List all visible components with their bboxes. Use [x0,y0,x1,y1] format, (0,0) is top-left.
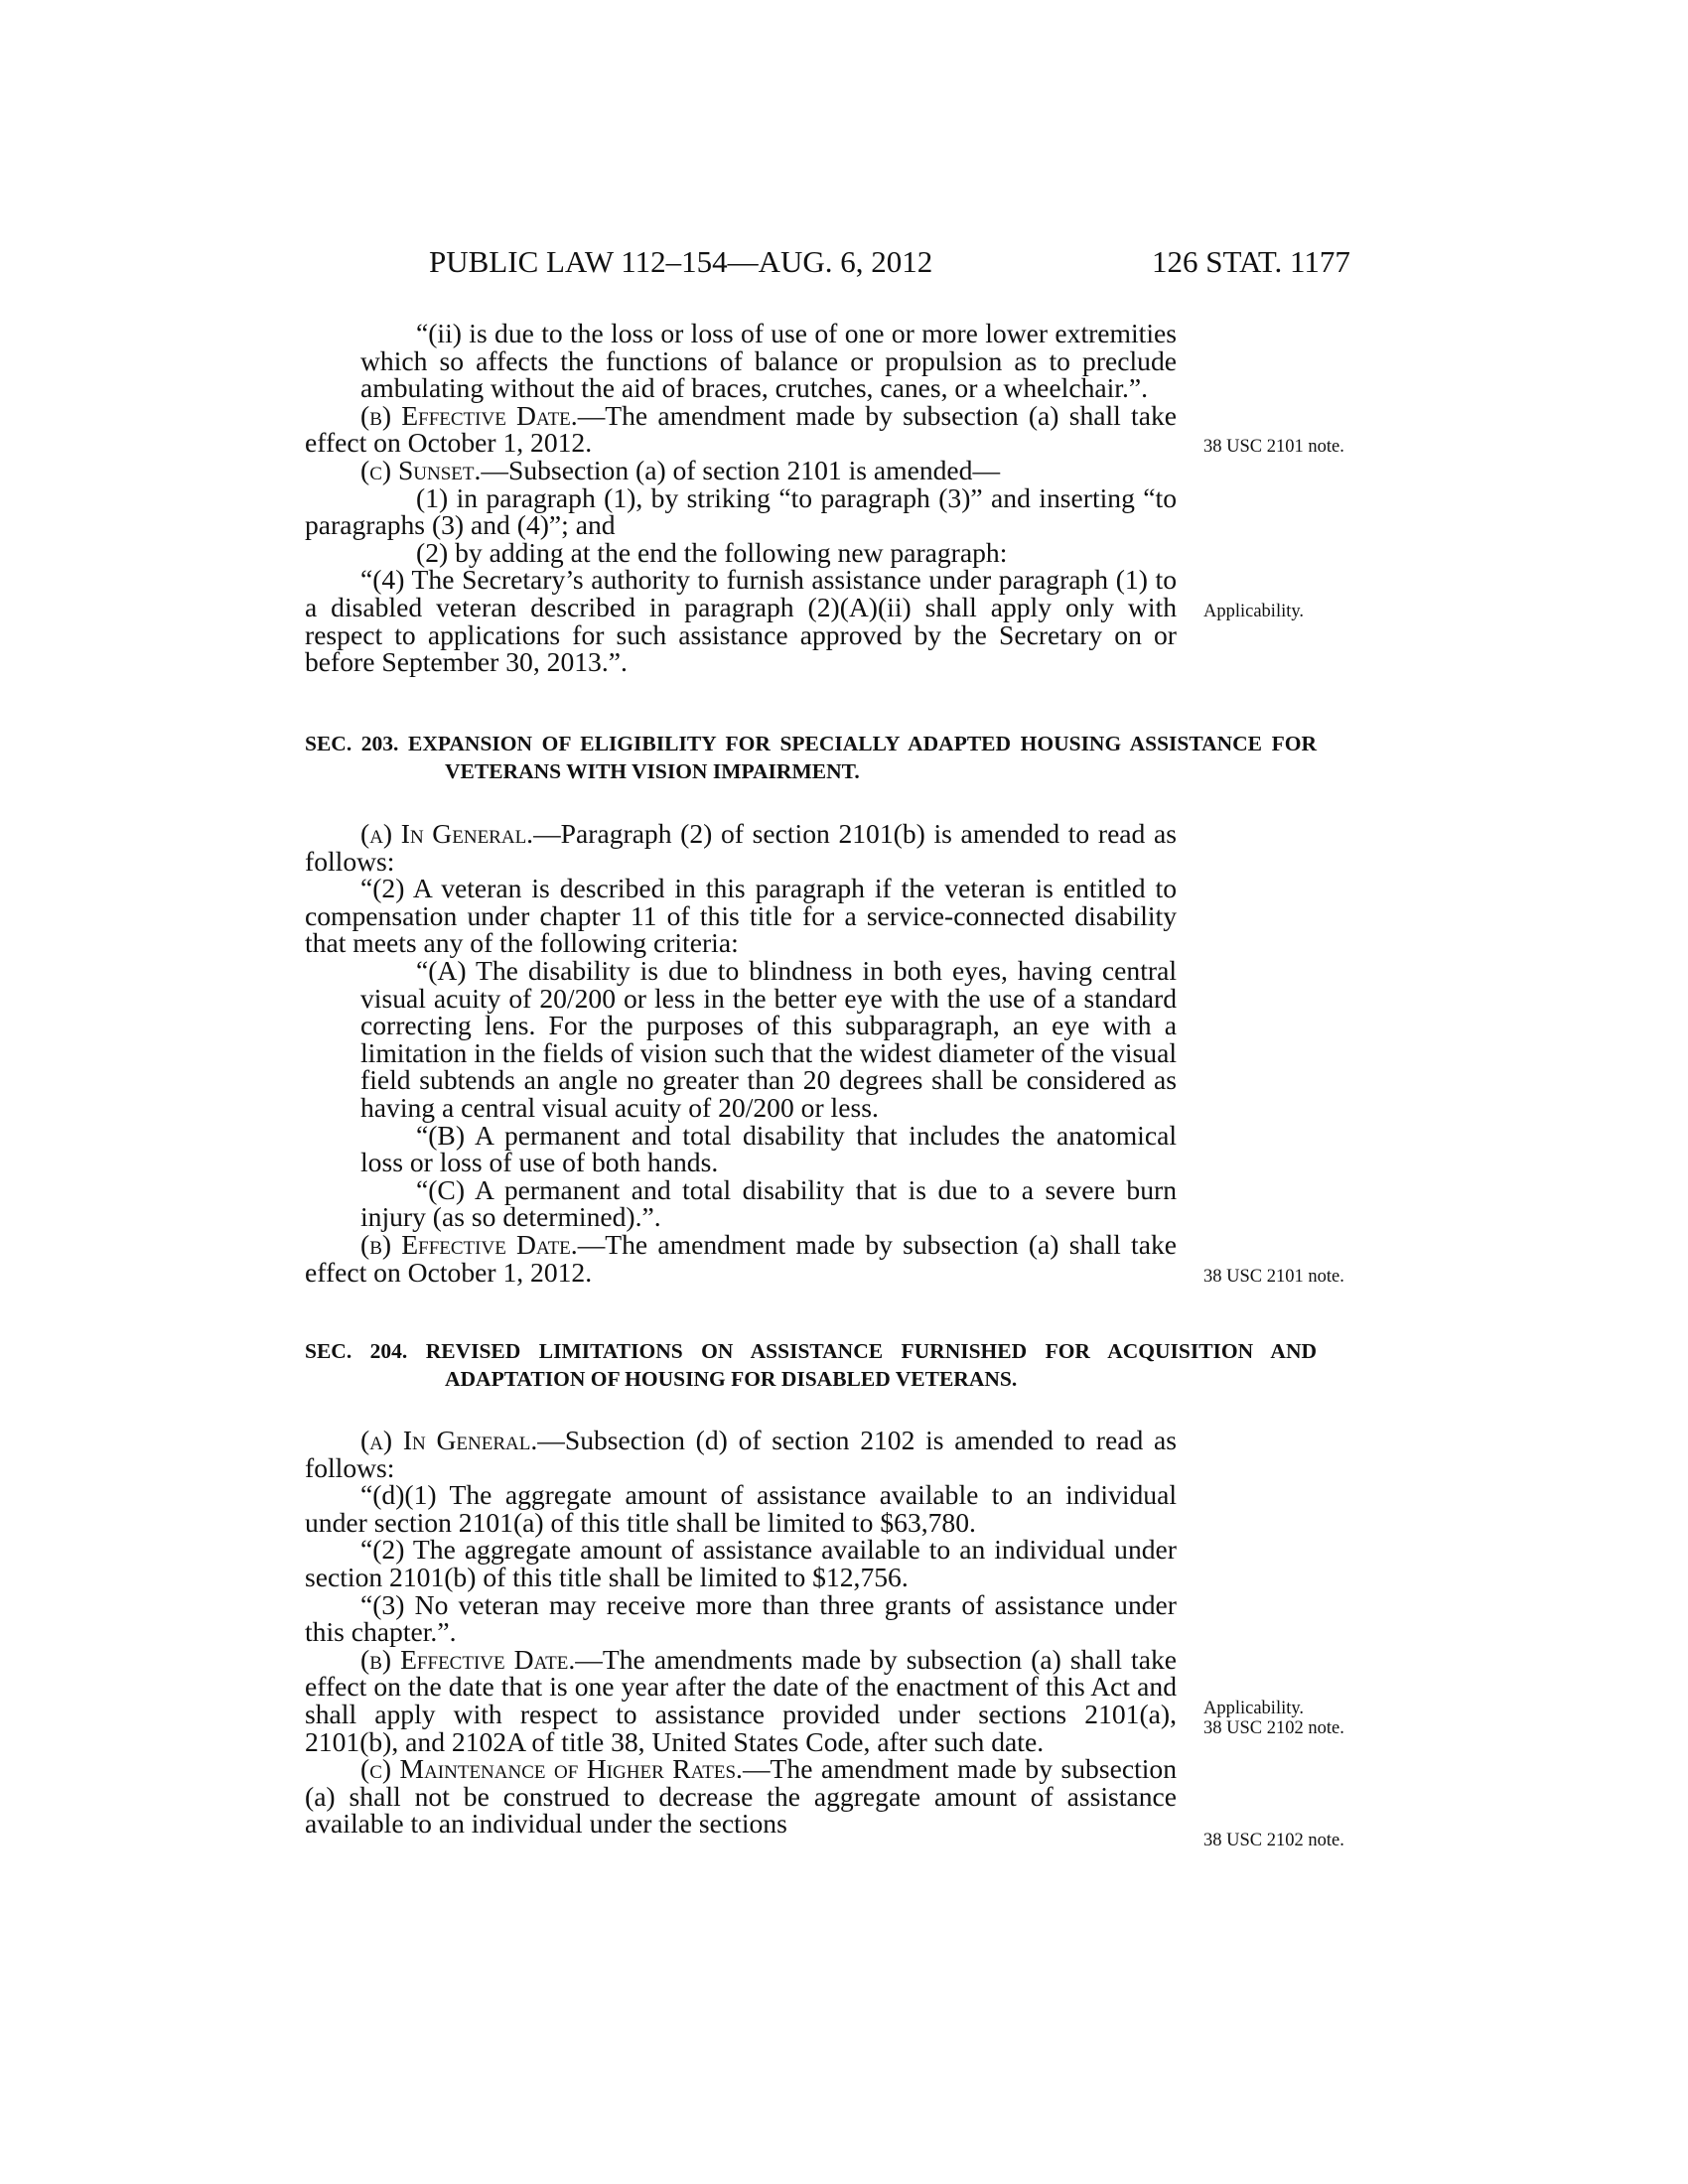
running-header-stat-page: 126 STAT. 1177 [1152,244,1350,279]
s203-subsection-a [305,820,1177,875]
section-202-continuation [305,320,1177,676]
margin-note-38usc2101-a: 38 USC 2101 note. [1203,437,1344,457]
margin-note-38usc2102-b: 38 USC 2102 note. [1203,1831,1344,1850]
quoted-paragraph-4: “(4) The Secretary’s authority to furnish assistance under paragraph (1) to a disabled veteran described in paragraph (2)(A)(ii) shall apply only with respect to applications for such assistance approved by the Secretary on or before September 30, 2013.”. [305,564,1177,678]
subsection-b-effective-date [305,399,1177,459]
section-204-body [305,1427,1177,1838]
section-203-heading: SEC. 203. EXPANSION OF ELIGIBILITY FOR SPECIALLY ADAPTED HOUSING ASSISTANCE FOR VETERANS WITH VISION IMPAIRMENT. [305,732,1317,783]
s203-subparagraph-A: “(A) The disability is due to blindness in both eyes, having central visual acuity of 20/200 or less in the better eye with the use of a standard correcting lens. For the purposes of this subparagraph, an eye with a limitation in the fields of vision such that the widest diameter of the visual field subtends an angle no greater than 20 degrees shall be considered as having a central visual acuity of 20/200 or less. [360,954,1177,1123]
s204-subsection-a [305,1427,1177,1481]
s204-c-text: —The amendment made by subsection (a) shall not be construed to decrease the aggregate amount of assistance available to an individual under the sections [305,1753,1177,1840]
s203-a-text: —Paragraph (2) of section 2101(b) is amended to read as follows: [305,818,1177,877]
section-203-body [305,820,1177,1286]
s204-b-text: —The amendments made by subsection (a) shall take effect on the date that is one year after the date of the enactment of this Act and shall apply with respect to assistance provided under sections 2101(a), 2101(b), and 2102A of title 38, United States Code, after such date. [305,1643,1177,1757]
clause-ii: “(ii) is due to the loss or loss of use of one or more lower extremities which so affects the functions of balance or propulsion as to preclude ambulating without the aid of braces, crutches, canes, or a wheelchair.”. [360,318,1177,404]
s204-quoted-d1: “(d)(1) The aggregate amount of assistance available to an individual under section 2101(a) of this title shall be limited to $63,780. [305,1479,1177,1538]
s203-subparagraph-B: “(B) A permanent and total disability that includes the anatomical loss or loss of use of both hands. [360,1119,1177,1178]
running-header-title: PUBLIC LAW 112–154—AUG. 6, 2012 [429,244,933,279]
s203-b-label: (b) Effective Date. [360,1228,578,1260]
s204-a-label: (a) In General. [360,1425,538,1455]
s204-b-label: (b) Effective Date. [360,1643,576,1675]
subsection-b-text: —The amendment made by subsection (a) shall take effect on October 1, 2012. [305,399,1177,459]
s204-quoted-d2: “(2) The aggregate amount of assistance available to an individual under section 2101(b) of this title shall be limited to $12,756. [305,1534,1177,1592]
margin-note-38usc2102-a: 38 USC 2102 note. [1203,1718,1344,1738]
s204-a-text: —Subsection (d) of section 2102 is amended to read as follows: [305,1425,1177,1483]
subsection-c-label: (c) Sunset. [360,454,482,485]
s203-a-label: (a) In General. [360,818,534,849]
s204-subsection-c [305,1755,1177,1838]
s203-subparagraph-C: “(C) A permanent and total disability that is due to a severe burn injury (as so determined).”. [360,1173,1177,1233]
subsection-b-label: (b) Effective Date. [360,399,578,431]
s203-quoted-paragraph-2: “(2) A veteran is described in this paragraph if the veteran is entitled to compensation under chapter 11 of this title for a service-connected disability that meets any of the following criteria: [305,873,1177,959]
margin-note-applicability-a: Applicability. [1203,602,1305,621]
paragraph-c2: (2) by adding at the end the following new paragraph: [416,536,1008,568]
margin-note-applicability-b: Applicability. [1203,1699,1305,1718]
s204-quoted-d3: “(3) No veteran may receive more than three grants of assistance under this chapter.”. [305,1588,1177,1648]
margin-note-38usc2101-b: 38 USC 2101 note. [1203,1267,1344,1287]
s203-subsection-b [305,1228,1177,1288]
paragraph-c1: (1) in paragraph (1), by striking “to paragraph (3)” and inserting “to paragraphs (3) and (4)”; and [305,481,1177,541]
section-204-heading: SEC. 204. REVISED LIMITATIONS ON ASSISTANCE FURNISHED FOR ACQUISITION AND ADAPTATION OF HOUSING FOR DISABLED VETERANS. [305,1339,1317,1391]
subsection-c-sunset [305,454,1177,485]
subsection-c-text: —Subsection (a) of section 2101 is amended— [481,454,1001,485]
s203-b-text: —The amendment made by subsection (a) shall take effect on October 1, 2012. [305,1228,1177,1288]
s204-subsection-b [305,1643,1177,1757]
s204-c-label: (c) Maintenance of Higher Rates. [360,1753,743,1785]
